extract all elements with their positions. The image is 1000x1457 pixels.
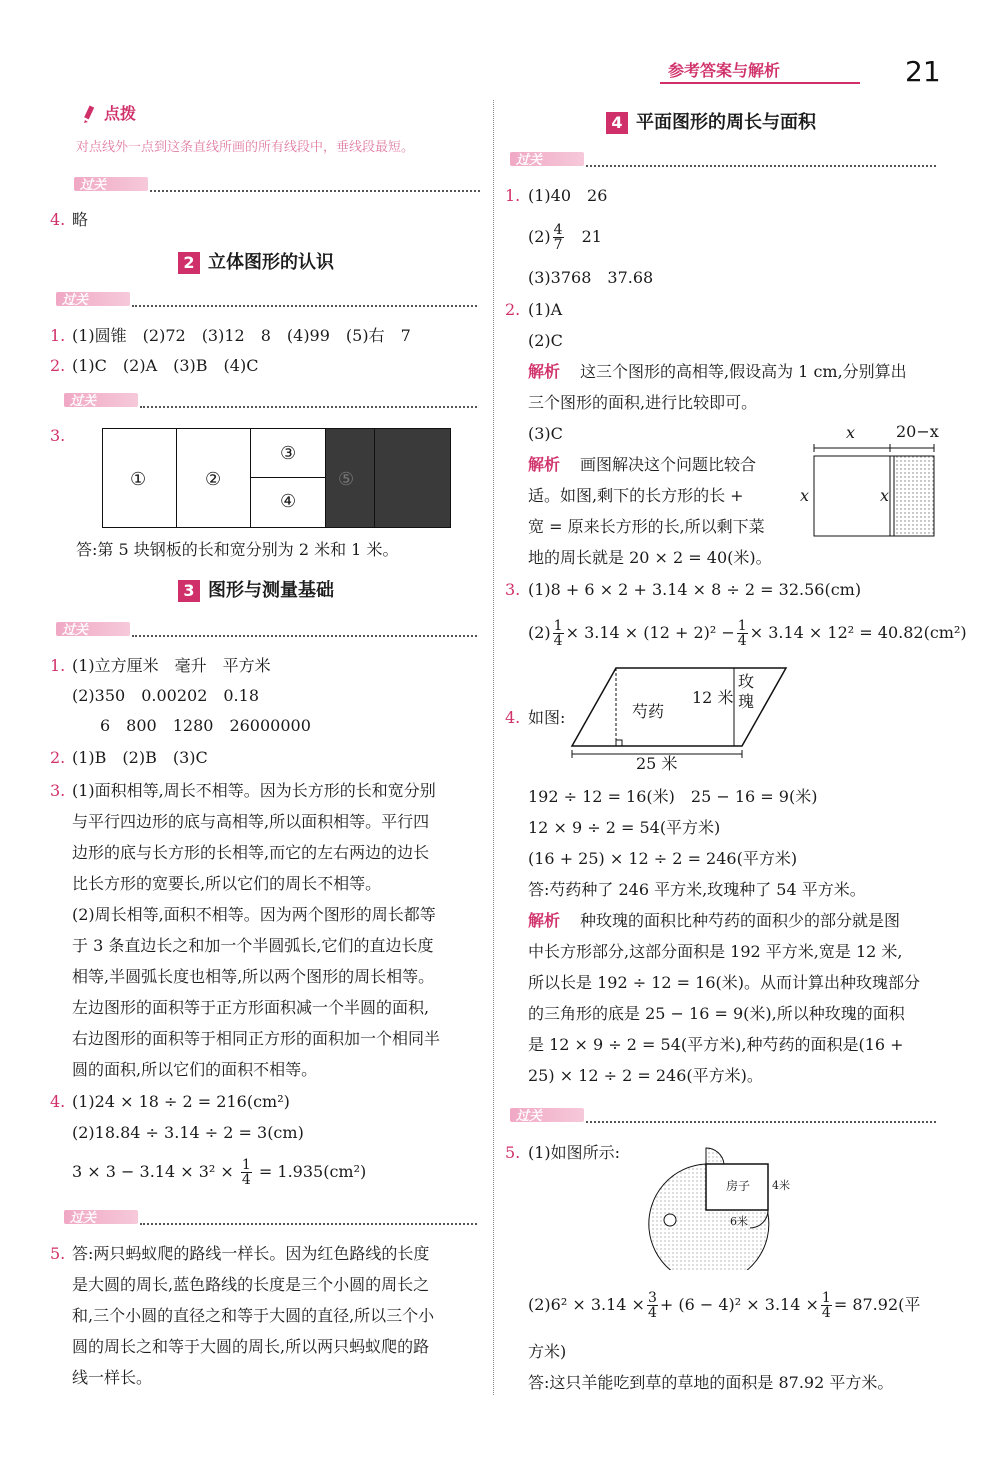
label-x-inner: x [880, 486, 890, 505]
label-x-left: x [800, 486, 810, 505]
formula-part: (2)6² × 3.14 × [528, 1295, 645, 1314]
label-2: ② [205, 469, 222, 490]
dotted-rule [140, 1223, 477, 1225]
parallelogram-figure [570, 662, 790, 772]
line: 和,三个小圆的直径之和等于大圆的直径,所以三个小 [72, 1306, 435, 1325]
explanation: 所以长是 192 ÷ 12 = 16(米)。从而计算出种玫瑰部分 [528, 973, 920, 992]
item-number: 2. [505, 300, 521, 319]
section-bar: 过关 [74, 177, 148, 191]
section-badge: 3 [178, 580, 200, 602]
explanation: 25) × 12 ÷ 2 = 246(平方米)。 [528, 1066, 763, 1085]
explanation: 宽 = 原来长方形的长,所以剩下菜 [528, 517, 765, 536]
formula-part: + (6 − 4)² × 3.14 × [659, 1295, 819, 1314]
formula [528, 1290, 920, 1320]
item-number: 4. [505, 708, 521, 727]
formula [528, 222, 602, 252]
section-bar: 过关 [56, 292, 130, 306]
item-number: 2. [50, 748, 66, 767]
line: 圆的面积,所以它们的面积不相等。 [72, 1060, 318, 1079]
explanation: 地的周长就是 20 × 2 = 40(米)。 [528, 548, 772, 567]
line: 左边图形的面积等于正方形面积减一个半圆的面积, [72, 998, 430, 1017]
line: 线一样长。 [72, 1368, 153, 1387]
answer-text: (3)3768 37.68 [528, 268, 654, 287]
formula-part: 21 [581, 227, 602, 246]
formula [528, 618, 967, 648]
dotted-rule [132, 635, 477, 637]
answer-text: (1)立方厘米 毫升 平方米 [72, 656, 271, 675]
label-20-minus-x: 20−x [896, 422, 939, 441]
answer-text: (1)C (2)A (3)B (4)C [72, 356, 259, 375]
answer-text: 192 ÷ 12 = 16(米) 25 − 16 = 9(米) [528, 787, 818, 806]
jiexi-label: 解析 [528, 455, 561, 474]
dianbo-title: 点拨 [104, 104, 137, 123]
item-number: 4. [50, 210, 66, 229]
line: 与平行四边形的底与高相等,所以面积相等。平行四 [72, 812, 430, 831]
label-3: ③ [280, 443, 297, 464]
section-title: 平面图形的周长与面积 [636, 112, 816, 133]
fraction: $\frac{3}{4}$ [647, 1290, 657, 1321]
header-title: 参考答案与解析 [668, 61, 781, 80]
column-divider [493, 100, 494, 1395]
formula-part: 3 × 3 − 3.14 × 3² × [72, 1162, 234, 1181]
item-number: 3. [50, 781, 66, 800]
label-1: ① [130, 469, 147, 490]
formula-part: = 1.935(cm²) [258, 1162, 367, 1181]
section-badge: 4 [606, 112, 628, 134]
label-house: 房子 [726, 1179, 751, 1193]
section-bar: 过关 [64, 393, 138, 407]
item-number: 1. [505, 186, 521, 205]
fraction: $\frac{1}{4}$ [553, 618, 563, 649]
explanation: 适。如图,剩下的长方形的长 + [528, 486, 744, 505]
label-shaoyao: 芍药 [632, 702, 665, 721]
line: (1)面积相等,周长不相等。因为长方形的长和宽分别 [72, 781, 436, 800]
line: 右边图形的面积等于相同正方形的面积加一个相同半 [72, 1029, 441, 1048]
line: 于 3 条直边长之和加一个半圆弧长,它们的直边长度 [72, 936, 434, 955]
formula [72, 1158, 366, 1187]
explanation: 三个图形的面积,进行比较即可。 [528, 393, 758, 412]
line: 是大圆的周长,蓝色路线的长度是三个小圆的周长之 [72, 1275, 430, 1294]
fraction: $\frac{1}{4}$ [821, 1290, 831, 1321]
item-number: 2. [50, 356, 66, 375]
answer-text: (2)350 0.00202 0.18 [72, 686, 259, 705]
dotted-rule [140, 406, 477, 408]
answer-text: (2)18.84 ÷ 3.14 ÷ 2 = 3(cm) [72, 1123, 304, 1142]
answer-text: (3)C [528, 424, 563, 443]
answer-text: 12 × 9 ÷ 2 = 54(平方米) [528, 818, 721, 837]
item-number: 3. [505, 580, 521, 599]
fraction: $\frac{4}{7}$ [553, 222, 563, 253]
section-title: 立体图形的认识 [208, 252, 334, 273]
explanation: 这三个图形的高相等,假设高为 1 cm,分别算出 [580, 362, 907, 381]
explanation: 的三角形的底是 25 − 16 = 9(米),所以种玫瑰的面积 [528, 1004, 905, 1023]
steel-plate-figure [102, 428, 450, 528]
answer-text: (1)24 × 18 ÷ 2 = 216(cm²) [72, 1092, 290, 1111]
line: 相等,半圆弧长度也相等,所以两个图形的周长相等。 [72, 967, 435, 986]
answer-text: (2)C [528, 331, 563, 350]
line: 答:两只蚂蚁爬的路线一样长。因为红色路线的长度 [72, 1244, 430, 1263]
dotted-rule [150, 190, 480, 192]
jiexi-label: 解析 [528, 911, 561, 930]
label-meigui: 玫瑰 [738, 672, 755, 711]
label-x-top: x [846, 423, 856, 442]
answer-text: (1)如图所示: [528, 1143, 621, 1162]
dotted-rule [586, 165, 936, 167]
formula-part: × 3.14 × (12 + 2)² − [565, 623, 735, 642]
answer-text: (1)8 + 6 × 2 + 3.14 × 8 ÷ 2 = 32.56(cm) [528, 580, 862, 599]
explanation: 种玫瑰的面积比种芍药的面积少的部分就是图 [580, 911, 901, 930]
jiexi-label: 解析 [528, 362, 561, 381]
item-number: 5. [505, 1143, 521, 1162]
page-number: 21 [905, 55, 941, 88]
section-bar: 过关 [64, 1210, 138, 1224]
label-12m: 12 米 [692, 688, 734, 707]
answer-text: 方米) [528, 1342, 567, 1361]
answer-text: 6 800 1280 26000000 [100, 716, 311, 735]
answer-text: (1)B (2)B (3)C [72, 748, 208, 767]
formula-part: (2) [528, 623, 551, 642]
dianbo-text: 对点线外一点到这条直线所画的所有线段中，垂线段最短。 [76, 140, 415, 155]
answer-text: 如图: [528, 708, 566, 727]
answer-text: (16 + 25) × 12 ÷ 2 = 246(平方米) [528, 849, 798, 868]
line: 圆的周长之和等于大圆的周长,所以两只蚂蚁爬的路 [72, 1337, 430, 1356]
section-bar: 过关 [510, 152, 584, 166]
formula-part: × 3.14 × 12² = 40.82(cm²) [749, 623, 967, 642]
dotted-rule [132, 305, 477, 307]
grazing-figure [640, 1140, 800, 1270]
header-underline [660, 82, 860, 84]
label-4m: 4米 [772, 1179, 790, 1192]
answer-text: (1)40 26 [528, 186, 608, 205]
answer-text: 答:芍药种了 246 平方米,玫瑰种了 54 平方米。 [528, 880, 866, 899]
label-5: ⑤ [338, 469, 355, 490]
label-6m: 6米 [730, 1215, 748, 1228]
fraction: $\frac{1}{4}$ [241, 1157, 251, 1188]
dotted-rule [586, 1121, 936, 1123]
pencil-icon [80, 105, 98, 123]
label-4: ④ [280, 491, 297, 512]
item-number: 5. [50, 1244, 66, 1263]
line: (2)周长相等,面积不相等。因为两个图形的周长都等 [72, 905, 436, 924]
section-bar: 过关 [510, 1108, 584, 1122]
fraction: $\frac{1}{4}$ [737, 618, 747, 649]
explanation: 是 12 × 9 ÷ 2 = 54(平方米),种芍药的面积是(16 + [528, 1035, 904, 1054]
item-number: 1. [50, 656, 66, 675]
section-title: 图形与测量基础 [208, 580, 334, 601]
line: 边形的底与长方形的长相等,而它的左右两边的边长 [72, 843, 430, 862]
explanation: 画图解决这个问题比较合 [580, 455, 757, 474]
answer-text: 答:这只羊能吃到草的草地的面积是 87.92 平方米。 [528, 1373, 894, 1392]
item-number: 1. [50, 326, 66, 345]
answer-text: (1)A [528, 300, 563, 319]
answer-text: 答:第 5 块钢板的长和宽分别为 2 米和 1 米。 [76, 540, 399, 559]
section-badge: 2 [178, 252, 200, 274]
item-number: 3. [50, 426, 66, 445]
rectangle-figure [800, 420, 940, 540]
item-number: 4. [50, 1092, 66, 1111]
answer-text: (1)圆锥 (2)72 (3)12 8 (4)99 (5)右 7 [72, 326, 411, 345]
formula-part: (2) [528, 227, 551, 246]
answer-text: 略 [72, 210, 89, 229]
formula-part: = 87.92(平 [833, 1295, 921, 1314]
line: 比长方形的宽要长,所以它们的周长不相等。 [72, 874, 382, 893]
section-bar: 过关 [56, 622, 130, 636]
explanation: 中长方形部分,这部分面积是 192 平方米,宽是 12 米, [528, 942, 903, 961]
label-25m: 25 米 [636, 754, 678, 773]
plate-5-divider [374, 428, 375, 528]
